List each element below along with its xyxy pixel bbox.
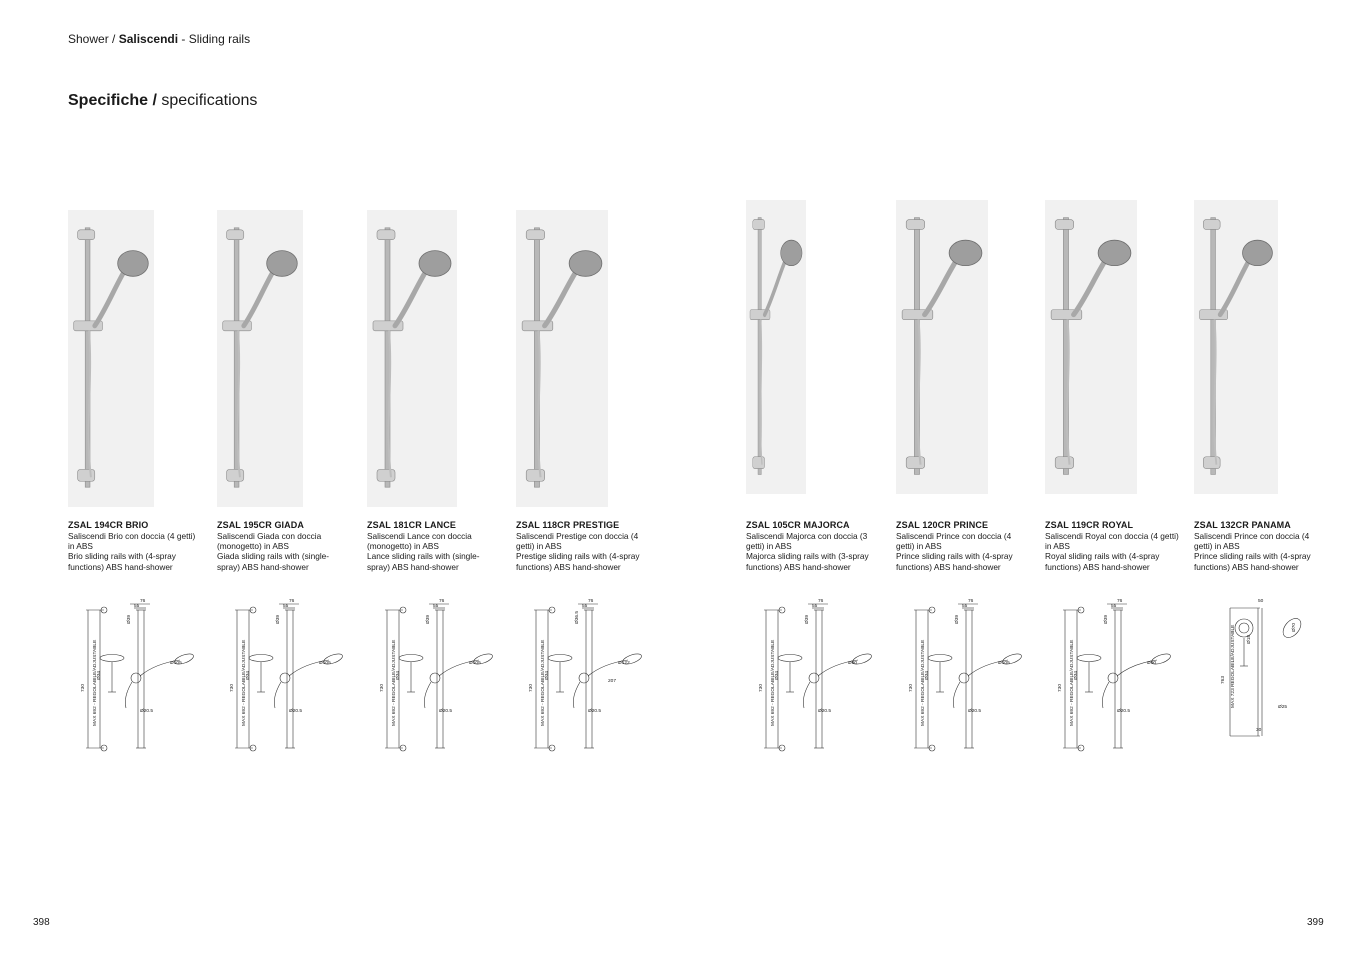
dimension-label: Ø25 <box>1278 705 1288 710</box>
dimension-label: 730 <box>529 683 534 692</box>
product-description <box>516 531 651 572</box>
dimension-label: 50 <box>1258 599 1264 604</box>
product-photo <box>367 210 457 507</box>
product-code: ZSAL 132CR PANAMA <box>1194 520 1291 530</box>
dimension-label: Ø105 <box>170 661 182 666</box>
dimension-label: MAX 692 - REGOLABILE/ADJUSTABLE <box>242 639 247 726</box>
page-title-bold: Specifiche / <box>68 92 157 109</box>
dimension-label: 55 <box>134 604 140 609</box>
technical-drawing <box>223 596 348 756</box>
dimension-label: 55 <box>582 604 588 609</box>
product-photo <box>1194 200 1278 494</box>
product-description-en: Brio sliding rails with (4-spray functions) ABS hand-shower <box>68 551 176 572</box>
breadcrumb <box>68 32 250 46</box>
page-number-right: 399 <box>1307 917 1324 928</box>
product-code: ZSAL 194CR BRIO <box>68 520 149 530</box>
dimension-label: Ø34 <box>97 670 102 680</box>
product-photo <box>68 210 154 507</box>
product-description <box>1194 531 1329 572</box>
dimension-label: Ø20.5 <box>588 709 602 714</box>
dimension-label: 76 <box>140 599 146 604</box>
product-description <box>896 531 1031 572</box>
product-description <box>1045 531 1180 572</box>
dimension-label: MAX 692 - REGOLABILE/ADJUSTABLE <box>392 639 397 726</box>
technical-drawing <box>902 596 1027 756</box>
product-description-en: Prince sliding rails with (4-spray functions) ABS hand-shower <box>896 551 1013 572</box>
dimension-label: Ø34 <box>396 670 401 680</box>
dimension-label: Ø105 <box>469 661 481 666</box>
dimension-label: Ø80 <box>848 661 858 666</box>
dimension-label: Ø105 <box>319 661 331 666</box>
dimension-label: Ø20.5 <box>439 709 453 714</box>
dimension-label: 55 <box>1111 604 1117 609</box>
technical-drawing <box>1051 596 1176 756</box>
breadcrumb-part-1: Shower / <box>68 32 119 46</box>
dimension-label: 730 <box>759 683 764 692</box>
dimension-label: MAX 692 - REGOLABILE/ADJUSTABLE <box>1070 639 1075 726</box>
dimension-label: 730 <box>909 683 914 692</box>
product-description-en: Prestige sliding rails with (4-spray functions) ABS hand-shower <box>516 551 640 572</box>
product-description <box>746 531 881 572</box>
dimension-label: 55 <box>283 604 289 609</box>
product-description-it: Saliscendi Giada con doccia (monogetto) in ABS <box>217 531 322 552</box>
dimension-label: Ø34 <box>1074 670 1079 680</box>
breadcrumb-part-3: - Sliding rails <box>178 32 251 46</box>
product-description-en: Prince sliding rails with (4-spray functions) ABS hand-shower <box>1194 551 1311 572</box>
dimension-label: MAX 692 - REGOLABILE/ADJUSTABLE <box>93 639 98 726</box>
technical-drawing <box>373 596 498 756</box>
dimension-label: Ø39 <box>1104 614 1109 624</box>
technical-drawing <box>74 596 199 756</box>
dimension-label: Ø34 <box>246 670 251 680</box>
page-number-left: 398 <box>33 917 50 928</box>
product-description-en: Lance sliding rails with (single-spray) ABS hand-shower <box>367 551 480 572</box>
dimension-label: Ø39 <box>955 614 960 624</box>
dimension-label: 30 <box>1256 728 1262 733</box>
product-photo <box>746 200 806 494</box>
dimension-label: 207 <box>608 679 617 684</box>
dimension-label: 730 <box>1058 683 1063 692</box>
dimension-label: 55 <box>962 604 968 609</box>
dimension-label: Ø20.5 <box>968 709 982 714</box>
page-title-normal: specifications <box>156 92 258 109</box>
product-code: ZSAL 120CR PRINCE <box>896 520 989 530</box>
product-photo <box>1045 200 1137 494</box>
dimension-label: MAX 723 REGOLABILE/ADJUSTABLE <box>1231 624 1236 708</box>
product-code: ZSAL 105CR MAJORCA <box>746 520 850 530</box>
product-description-it: Saliscendi Prestige con doccia (4 getti) in ABS <box>516 531 639 552</box>
dimension-label: 76 <box>968 599 974 604</box>
dimension-label: Ø18 <box>1247 634 1252 644</box>
dimension-label: Ø34 <box>925 670 930 680</box>
dimension-label: Ø122 <box>618 661 630 666</box>
product-description-it: Saliscendi Brio con doccia (4 getti) in ABS <box>68 531 196 552</box>
product-photo <box>516 210 608 507</box>
dimension-label: MAX 692 - REGOLABILE/ADJUSTABLE <box>771 639 776 726</box>
technical-drawing <box>752 596 877 756</box>
dimension-label: 76 <box>289 599 295 604</box>
product-description-en: Royal sliding rails with (4-spray functions) ABS hand-shower <box>1045 551 1160 572</box>
dimension-label: Ø20.5 <box>818 709 832 714</box>
dimension-label: Ø105 <box>998 661 1010 666</box>
product-photo <box>217 210 303 507</box>
breadcrumb-part-2: Saliscendi <box>118 32 179 46</box>
dimension-label: 76 <box>818 599 824 604</box>
dimension-label: 763 <box>1221 675 1226 684</box>
dimension-label: Ø34 <box>545 670 550 680</box>
technical-drawing <box>522 596 647 756</box>
dimension-label: Ø90 <box>1147 661 1157 666</box>
product-description-it: Saliscendi Majorca con doccia (3 getti) in ABS <box>746 531 868 552</box>
dimension-label: Ø39 <box>805 614 810 624</box>
dimension-label: 55 <box>812 604 818 609</box>
product-description-it: Saliscendi Prince con doccia (4 getti) in ABS <box>896 531 1012 552</box>
dimension-label: Ø39 <box>426 614 431 624</box>
dimension-label: Ø20.5 <box>289 709 303 714</box>
product-code: ZSAL 195CR GIADA <box>217 520 304 530</box>
dimension-label: 730 <box>81 683 86 692</box>
product-description-it: Saliscendi Royal con doccia (4 getti) in ABS <box>1045 531 1179 552</box>
dimension-label: Ø70 <box>1292 622 1297 632</box>
product-description-it: Saliscendi Lance con doccia (monogetto) in ABS <box>367 531 472 552</box>
dimension-label: 730 <box>380 683 385 692</box>
dimension-label: MAX 692 - REGOLABILE/ADJUSTABLE <box>921 639 926 726</box>
product-code: ZSAL 181CR LANCE <box>367 520 456 530</box>
dimension-label: 730 <box>230 683 235 692</box>
product-description <box>68 531 203 572</box>
page-title <box>68 92 257 110</box>
product-description-en: Giada sliding rails with (single-spray) ABS hand-shower <box>217 551 330 572</box>
product-code: ZSAL 119CR ROYAL <box>1045 520 1134 530</box>
product-description <box>217 531 352 572</box>
dimension-label: 76 <box>439 599 445 604</box>
dimension-label: Ø39 <box>127 614 132 624</box>
dimension-label: Ø39 <box>276 614 281 624</box>
dimension-label: Ø20.5 <box>1117 709 1131 714</box>
product-photo <box>896 200 988 494</box>
dimension-label: MAX 692 - REGOLABILE/ADJUSTABLE <box>541 639 546 726</box>
product-description-en: Majorca sliding rails with (3-spray functions) ABS hand-shower <box>746 551 869 572</box>
technical-drawing <box>1200 596 1325 756</box>
product-description-it: Saliscendi Prince con doccia (4 getti) in ABS <box>1194 531 1310 552</box>
dimension-label: Ø34 <box>775 670 780 680</box>
dimension-label: 76 <box>1117 599 1123 604</box>
product-description <box>367 531 502 572</box>
dimension-label: Ø36.5 <box>575 610 580 624</box>
dimension-label: 76 <box>588 599 594 604</box>
dimension-label: Ø20.5 <box>140 709 154 714</box>
product-code: ZSAL 118CR PRESTIGE <box>516 520 620 530</box>
dimension-label: 55 <box>433 604 439 609</box>
